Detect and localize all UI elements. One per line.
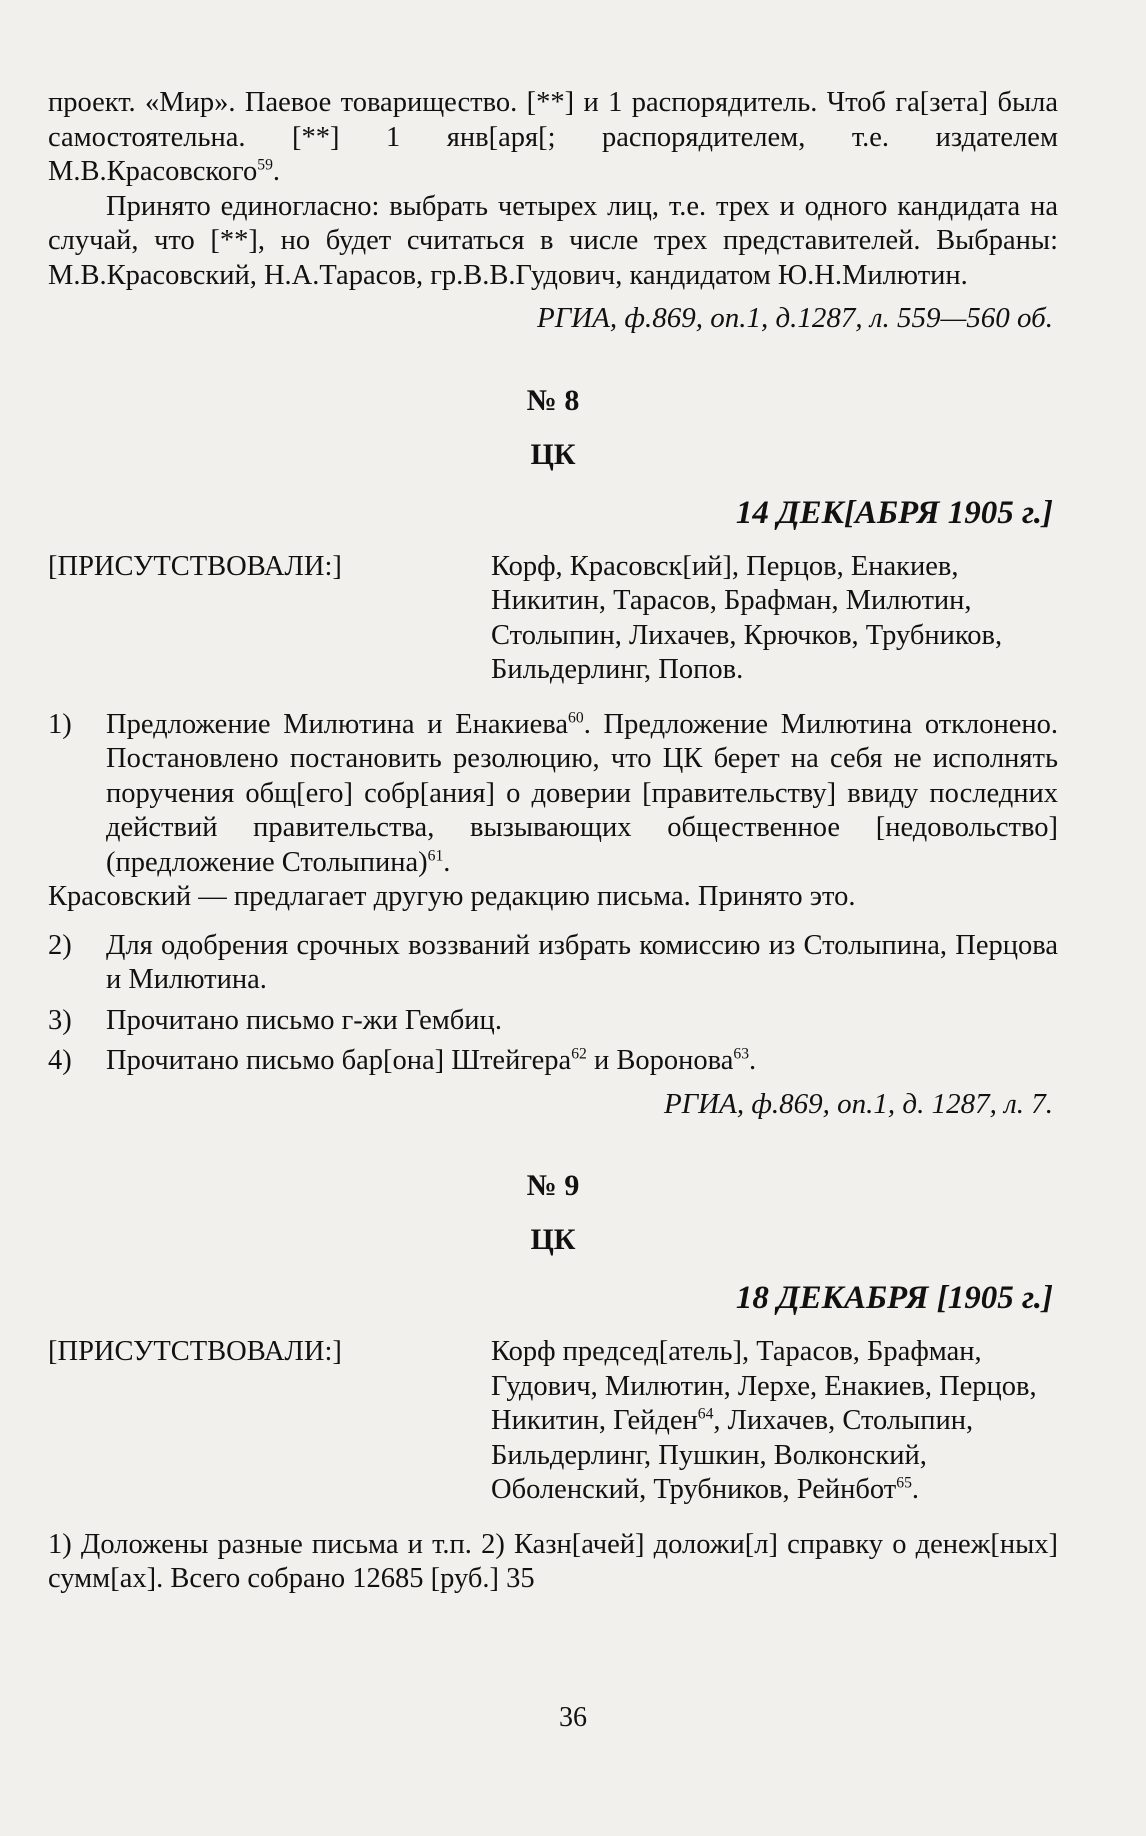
paragraph-item: 1) Доложены разные письма и т.п. 2) Казн[ачей] доложи[л] справку о денеж[ных] сумм[ах]. Всего собрано 12685 [руб.] 35	[48, 1528, 1058, 1594]
meeting-date: 18 ДЕКАБРЯ [1905 г.]	[735, 1280, 1053, 1316]
list-item: 3) Прочитано письмо г-жи Гембиц.	[48, 1004, 502, 1036]
attendees-block	[48, 1335, 1058, 1508]
paragraph-decision: Принято единогласно: выбрать четырех лиц, т.е. трех и одного кандидата на случай, что [**], но будет считаться в числе трех представителей. Выбраны: М.В.Красовский, Н.А.Тарасов, гр.В.В.Гудович, кандидатом Ю.Н.Милютин.	[48, 190, 1058, 291]
source-citation: РГИА, ф.869, оп.1, д. 1287, л. 7.	[663, 1087, 1053, 1120]
list-item: 2) Для одобрения срочных воззваний избрать комиссию из Столыпина, Перцова и Милютина.	[48, 929, 1058, 995]
document-number: № 8	[526, 383, 580, 417]
organization-heading: ЦК	[530, 1223, 576, 1256]
footnote-ref: 63	[733, 1045, 750, 1063]
document-page	[48, 86, 1058, 1597]
page-number: 36	[559, 1702, 587, 1733]
footnote-ref: 62	[571, 1045, 587, 1063]
attendees-label: [ПРИСУТСТВОВАЛИ:]	[48, 1336, 342, 1367]
footnote-ref: 60	[568, 709, 584, 726]
footnote-ref: 61	[427, 847, 444, 864]
footnote-ref: 59	[257, 156, 273, 174]
document-number: № 9	[526, 1169, 580, 1202]
agenda-list	[48, 708, 1058, 1079]
list-item: 1) Предложение Милютина и Енакиева$^{60}$. Предложение Милютина отклонено. Постановлено постановить резолюцию, что ЦК берет на себя не исполнять поручения общ[его] собр[ания] о доверии [правительству] ввиду последних действий правительства, вызывающих общественное [недовольство] (предложение Столыпина)$^{61}$.	[48, 708, 1058, 878]
attendees-block	[48, 550, 1058, 688]
list-item: 4) Прочитано письмо бар[она] Штейгера$^{62}$ и Воронова$^{63}$.	[48, 1045, 757, 1076]
item-continuation: Красовский — предлагает другую редакцию письма. Принято это.	[48, 881, 856, 912]
attendees-list: Корф председ[атель], Тарасов, Брафман, Гудович, Милютин, Лерхе, Енакиев, Перцов, Никитин, Гейден$^{64}$, Лихачев, Столыпин, Бильдерлинг, Пушкин, Волконский, Оболенский, Трубников, Рейнбот$^{65}$.	[491, 1336, 1037, 1505]
footnote-ref: 65	[896, 1474, 912, 1492]
source-citation: РГИА, ф.869, оп.1, д.1287, л. 559—560 об.	[536, 302, 1053, 334]
organization-heading: ЦК	[530, 437, 576, 471]
attendees-list: Корф, Красовск[ий], Перцов, Енакиев, Никитин, Тарасов, Брафман, Милютин, Столыпин, Лихачев, Крючков, Трубников, Бильдерлинг, Попов.	[491, 550, 1003, 685]
attendees-label: [ПРИСУТСТВОВАЛИ:]	[48, 550, 342, 582]
meeting-date: 14 ДЕК[АБРЯ 1905 г.]	[735, 494, 1053, 531]
footnote-ref: 64	[697, 1405, 714, 1423]
paragraph-project: проект. «Мир». Паевое товарищество. [**] и 1 распорядитель. Чтоб га[зета] была самостоятельна. [**] 1 янв[аря[; распорядителем, т.е. издателем М.В.Красовского$^{59}$.	[48, 87, 1058, 187]
